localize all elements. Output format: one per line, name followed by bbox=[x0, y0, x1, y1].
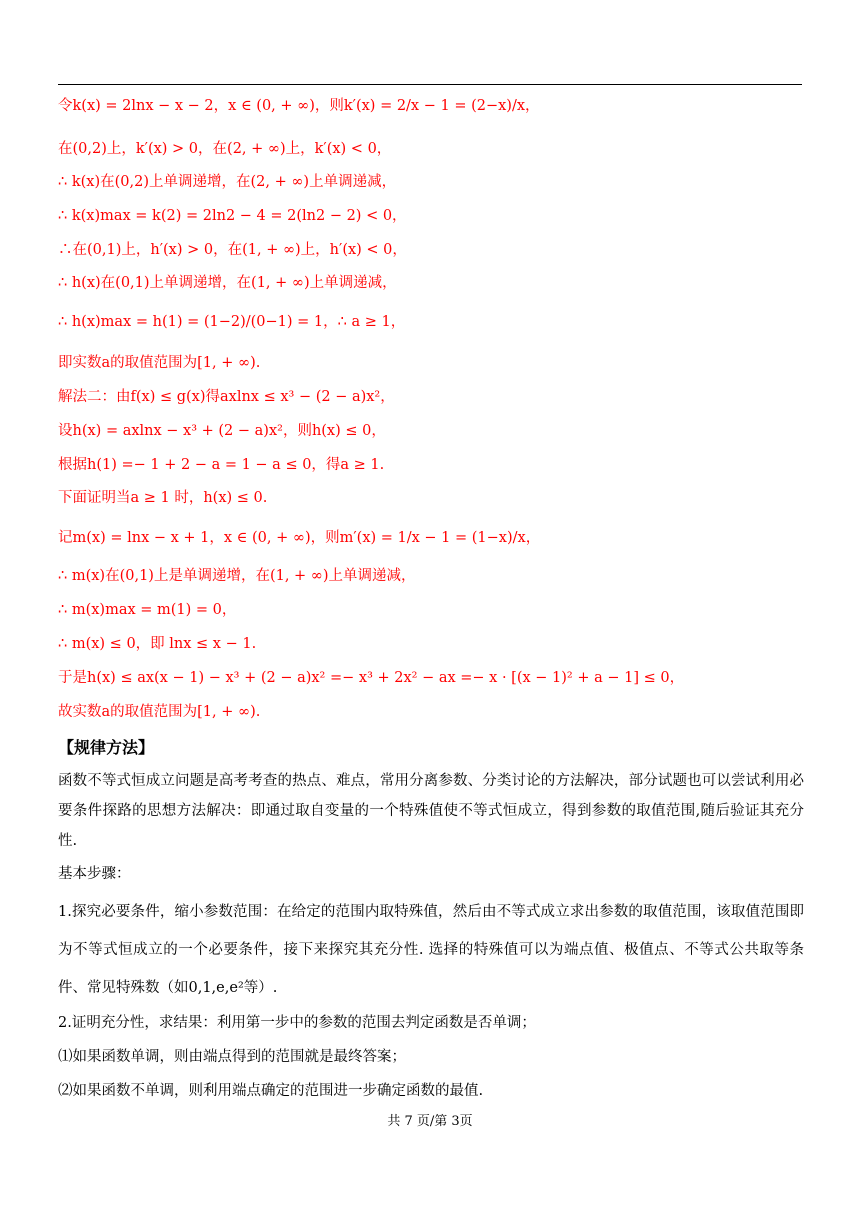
header-rule bbox=[58, 84, 802, 85]
method-intro: 函数不等式恒成立问题是高考考查的热点、难点，常用分离参数、分类讨论的方法解决，部分试题也可以尝试利用必要条件探路的思想方法解决：即通过取自变量的一个特殊值使不等式恒成立，得到参数的取值范围,随后验证其充分性. bbox=[58, 773, 804, 849]
solution-line: ∴ h(x)在(0,1)上单调递增，在(1, + ∞)上单调递减， bbox=[58, 275, 397, 291]
solution-line: 故实数a的取值范围为[1, + ∞). bbox=[58, 704, 261, 720]
solution-line: 在(0,2)上，k′(x) > 0，在(2, + ∞)上，k′(x) < 0， bbox=[58, 141, 392, 157]
solution-line: ∴ k(x)max = k(2) = 2ln2 − 4 = 2(ln2 − 2) < 0， bbox=[58, 208, 407, 224]
case-two: ⑵如果函数不单调，则利用端点确定的范围进一步确定函数的最值. bbox=[58, 1083, 484, 1099]
solution-line: ∴ k(x)在(0,2)上单调递增，在(2, + ∞)上单调递减， bbox=[58, 174, 397, 190]
solution-line: 记m(x) = lnx − x + 1，x ∈ (0, + ∞)，则m′(x) = 1/x − 1 = (1−x)/x， bbox=[58, 530, 541, 546]
step-two: 2.证明充分性，求结果：利用第一步中的参数的范围去判定函数是否单调； bbox=[58, 1015, 536, 1031]
method-heading: 【规律方法】 bbox=[58, 738, 155, 757]
solution-line: ∴ h(x)max = h(1) = (1−2)/(0−1) = 1，∴ a ≥ 1， bbox=[58, 314, 406, 330]
solution-line: ∴在(0,1)上，h′(x) > 0，在(1, + ∞)上，h′(x) < 0， bbox=[58, 242, 407, 258]
case-one: ⑴如果函数单调，则由端点得到的范围就是最终答案； bbox=[58, 1049, 406, 1065]
solution-line: 于是h(x) ≤ ax(x − 1) − x³ + (2 − a)x² =− x³ + 2x² − ax =− x · [(x − 1)² + a − 1] ≤ 0， bbox=[58, 670, 685, 686]
solution-line: 令k(x) = 2lnx − x − 2，x ∈ (0, + ∞)，则k′(x) = 2/x − 1 = (2−x)/x， bbox=[58, 98, 540, 114]
step-one: 1.探究必要条件，缩小参数范围：在给定的范围内取特殊值，然后由不等式成立求出参数的取值范围，该取值范围即为不等式恒成立的一个必要条件，接下来探究其充分性. 选择的特殊值可以为端点值、极值点、不等式公共取等条件、常见特殊数（如0,1,e,e²等）. bbox=[58, 904, 804, 996]
solution-line: 下面证明当a ≥ 1 时，h(x) ≤ 0. bbox=[58, 490, 268, 506]
solution-line: ∴ m(x)在(0,1)上是单调递增，在(1, + ∞)上单调递减， bbox=[58, 568, 416, 584]
solution-line: 设h(x) = axlnx − x³ + (2 − a)x²，则h(x) ≤ 0， bbox=[58, 423, 386, 439]
page-footer: 共 7 页/第 3页 bbox=[387, 1114, 473, 1129]
solution-line: ∴ m(x)max = m(1) = 0， bbox=[58, 602, 237, 618]
solution-line: 根据h(1) =− 1 + 2 − a = 1 − a ≤ 0，得a ≥ 1. bbox=[58, 457, 385, 473]
solution-line: 解法二：由f(x) ≤ g(x)得axlnx ≤ x³ − (2 − a)x²， bbox=[58, 389, 395, 405]
solution-line: 即实数a的取值范围为[1, + ∞). bbox=[58, 355, 261, 371]
steps-label: 基本步骤： bbox=[58, 866, 131, 882]
solution-line: ∴ m(x) ≤ 0，即 lnx ≤ x − 1. bbox=[58, 636, 257, 652]
